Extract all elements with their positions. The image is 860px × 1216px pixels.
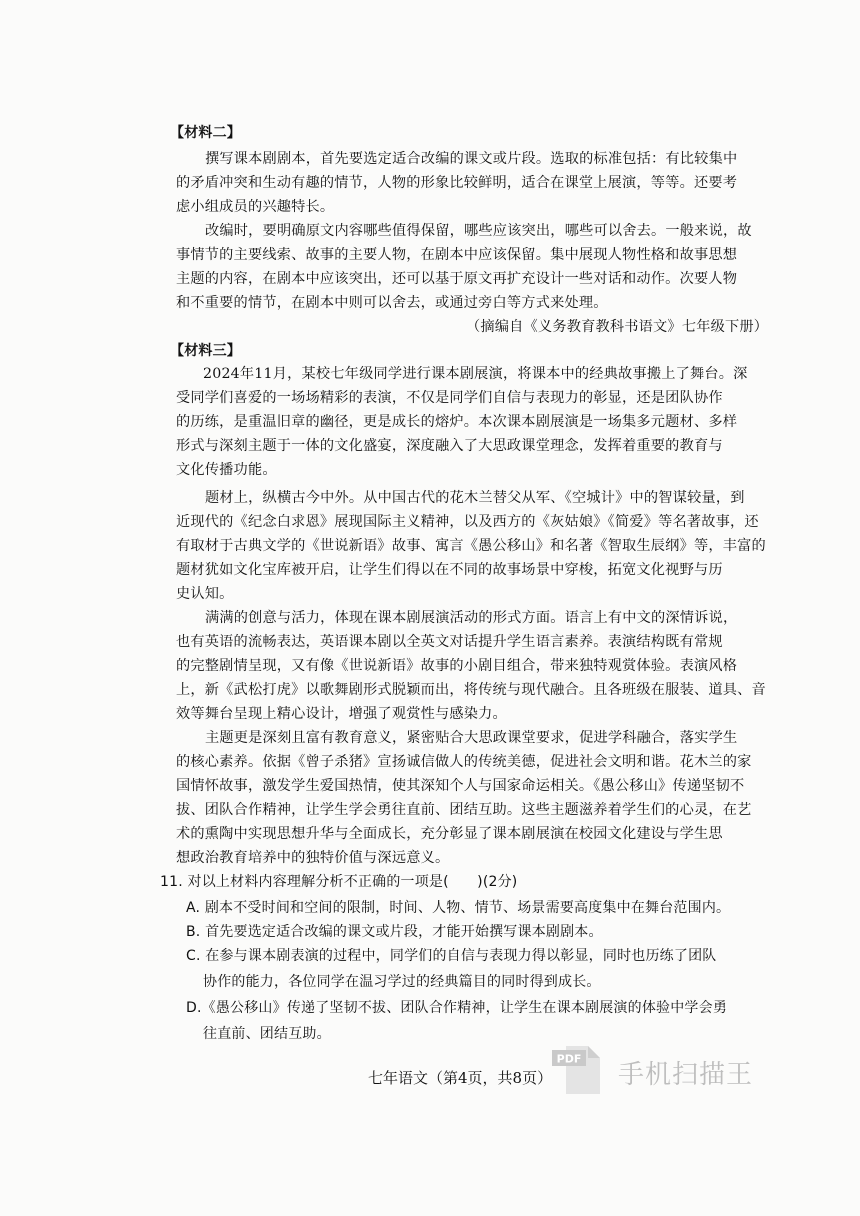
material3-heading: 【材料三】 bbox=[170, 343, 241, 359]
material3-line: 效等舞台呈现上精心设计，增强了观赏性与感染力。 bbox=[176, 706, 507, 722]
material2-line: 事情节的主要线索、故事的主要人物，在剧本中应该保留。集中展现人物性格和故事思想 bbox=[176, 247, 738, 263]
material2-line: 主题的内容，在剧本中应该突出，还可以基于原文再扩充设计一些对话和动作。次要人物 bbox=[176, 271, 738, 287]
material2-line: 虑小组成员的兴趣特长。 bbox=[176, 199, 335, 215]
material3-line: 想政治教育培养中的独特价值与深远意义。 bbox=[176, 850, 450, 866]
question-stem: 11. 对以上材料内容理解分析不正确的一项是( )(2分) bbox=[160, 874, 518, 890]
material3-line: 有取材于古典文学的《世说新语》故事、寓言《愚公移山》和名著《智取生辰纲》等，丰富的 bbox=[176, 538, 766, 554]
material3-line: 2024年11月，某校七年级同学进行课本剧展演，将课本中的经典故事搬上了舞台。深 bbox=[203, 366, 748, 382]
material3-line: 国情怀故事，激发学生爱国热情，使其深知个人与国家命运相关。《愚公移山》传递坚韧不 bbox=[176, 778, 745, 794]
material3-line: 也有英语的流畅表达，英语课本剧以全英文对话提升学生语言素养。表演结构既有常规 bbox=[176, 634, 723, 650]
material3-line: 上，新《武松打虎》以歌舞剧形式脱颖而出，将传统与现代融合。且各班级在服装、道具、音 bbox=[176, 682, 766, 698]
option-b: B. 首先要选定适合改编的课文或片段，才能开始撰写课本剧剧本。 bbox=[186, 924, 603, 940]
material2-source: （摘编自《义务教育教科书语文》七年级下册） bbox=[466, 319, 769, 335]
material3-line: 题材犹如文化宝库被开启，让学生们得以在不同的故事场景中穿梭，拓宽文化视野与历 bbox=[176, 562, 723, 578]
material2-heading: 【材料二】 bbox=[170, 125, 241, 141]
material2-line: 的矛盾冲突和生动有趣的情节，人物的形象比较鲜明，适合在课堂上展演，等等。还要考 bbox=[176, 175, 738, 191]
material3-line: 满满的创意与活力，体现在课本剧展演活动的形式方面。语言上有中文的深情诉说， bbox=[205, 610, 738, 626]
option-a: A. 剧本不受时间和空间的限制，时间、人物、情节、场景需要高度集中在舞台范围内。 bbox=[186, 900, 731, 916]
material3-line: 近现代的《纪念白求恩》展现国际主义精神，以及西方的《灰姑娘》《简爱》等名著故事，还 bbox=[176, 514, 759, 530]
material3-line: 史认知。 bbox=[176, 586, 234, 602]
material2-line: 撰写课本剧剧本，首先要选定适合改编的课文或片段。选取的标准包括：有比较集中 bbox=[205, 151, 738, 167]
option-d-continued: 往直前、团结互助。 bbox=[203, 1026, 331, 1042]
material2-line: 和不重要的情节，在剧本中则可以舍去，或通过旁白等方式来处理。 bbox=[176, 295, 608, 311]
material3-line: 主题更是深刻且富有教育意义，紧密贴合大思政课堂要求，促进学科融合，落实学生 bbox=[205, 730, 738, 746]
pdf-badge-text: PDF bbox=[556, 1052, 582, 1066]
option-c: C. 在参与课本剧表演的过程中，同学们的自信与表现力得以彰显，同时也历练了团队 bbox=[186, 948, 717, 964]
material3-line: 的完整剧情呈现，又有像《世说新语》故事的小剧目组合，带来独特观赏体验。表演风格 bbox=[176, 658, 738, 674]
material3-line: 的核心素养。依据《曾子杀猪》宣扬诚信做人的传统美德，促进社会文明和谐。花木兰的家 bbox=[176, 754, 752, 770]
material3-line: 的历练，是重温旧章的幽径，更是成长的熔炉。本次课本剧展演是一场集多元题材、多样 bbox=[176, 414, 738, 430]
watermark-text: 手机扫描王 bbox=[618, 1060, 754, 1090]
scanner-watermark bbox=[552, 1040, 764, 1102]
material2-line: 改编时，要明确原文内容哪些值得保留，哪些应该突出，哪些可以舍去。一般来说，故 bbox=[205, 223, 752, 239]
material3-line: 拔、团队合作精神，让学生学会勇往直前、团结互助。这些主题滋养着学生们的心灵，在艺 bbox=[176, 802, 752, 818]
material3-line: 题材上，纵横古今中外。从中国古代的花木兰替父从军、《空城计》中的智谋较量，到 bbox=[205, 490, 745, 506]
page-footer: 七年语文（第4页，共8页） bbox=[368, 1069, 553, 1087]
material3-line: 形式与深刻主题于一体的文化盛宴，深度融入了大思政课堂理念，发挥着重要的教育与 bbox=[176, 438, 723, 454]
option-d: D.《愚公移山》传递了坚韧不拔、团队合作精神，让学生在课本剧展演的体验中学会勇 bbox=[186, 1000, 728, 1016]
option-c-continued: 协作的能力，各位同学在温习学过的经典篇目的同时得到成长。 bbox=[203, 974, 601, 990]
pdf-file-icon bbox=[552, 1040, 604, 1100]
material3-line: 术的熏陶中实现思想升华与全面成长，充分彰显了课本剧展演在校园文化建设与学生思 bbox=[176, 826, 723, 842]
material3-line: 受同学们喜爱的一场场精彩的表演，不仅是同学们自信与表现力的彰显，还是团队协作 bbox=[176, 390, 723, 406]
material3-line: 文化传播功能。 bbox=[176, 462, 277, 478]
